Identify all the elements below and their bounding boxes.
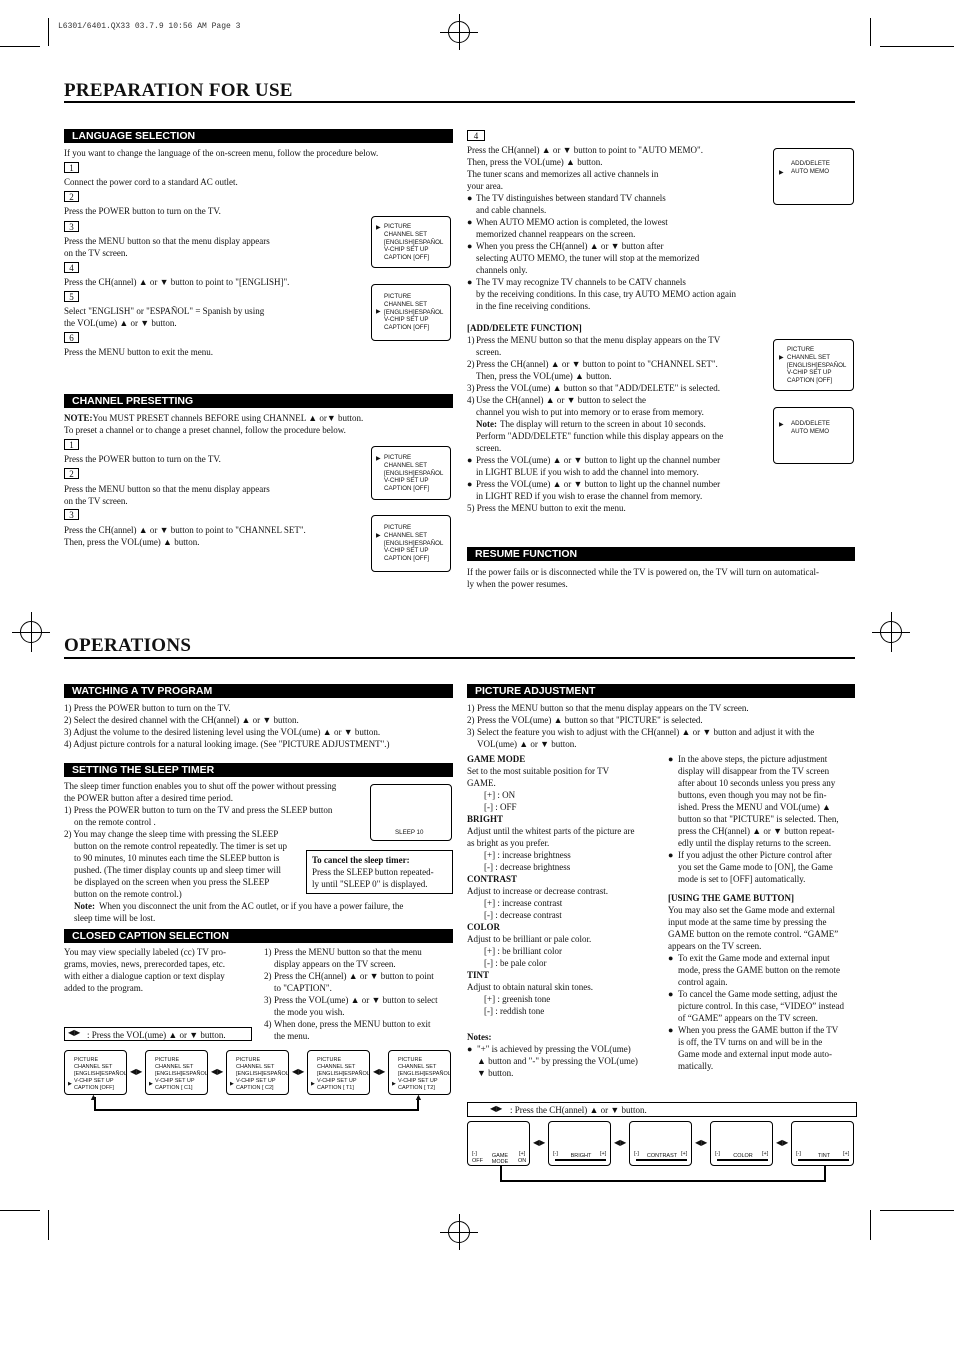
picture-legend-text: : Press the CH(annel) ▲ or ▼ button. — [510, 1105, 647, 1115]
feature-option: [+] : be brilliant color — [484, 946, 563, 956]
item-number: 1) — [264, 947, 272, 957]
step-number: 4 — [467, 130, 485, 141]
bullet-text: The TV may recognize TV channels to be CATV channels — [476, 277, 686, 287]
feature-desc: as bright as you prefer. — [467, 838, 550, 848]
minus-label: [-] — [796, 1151, 801, 1157]
bullet-text: To cancel the Game mode setting, adjust the — [678, 989, 838, 999]
bullet-text: channels only. — [476, 265, 528, 275]
double-arrow-icon: ◀▶ — [490, 1104, 503, 1113]
menu-screen-language-b — [371, 284, 451, 341]
sleep-text: the POWER button after a desired time period. — [64, 793, 233, 803]
menu-screen-add-delete-b — [773, 407, 854, 464]
bullet-icon: ● — [467, 455, 473, 465]
bullet-icon: ● — [668, 953, 674, 963]
on-label: ON — [518, 1158, 527, 1164]
sleep-readout: SLEEP 10 — [395, 829, 424, 836]
section-header-resume: RESUME FUNCTION — [467, 547, 855, 561]
bullet-icon: ● — [668, 754, 674, 764]
sleep-text: on the remote control . — [74, 817, 156, 827]
double-arrow-icon: ◀▶ — [130, 1067, 143, 1076]
note-label: Note: — [476, 419, 497, 429]
bullet-text: ished. Press the MENU and VOL(ume) ▲ — [678, 802, 831, 812]
game-heading: [USING THE GAME BUTTON] — [668, 893, 794, 903]
bullet-text: To exit the Game mode and external input — [678, 953, 830, 963]
pointer-icon: ▶ — [376, 456, 381, 462]
section-header-language: LANGUAGE SELECTION — [64, 129, 453, 143]
item-number: 4) — [264, 1019, 272, 1029]
game-text: appears on the TV screen. — [668, 941, 762, 951]
game-text: You may also set the Game mode and external — [668, 905, 836, 915]
adjustment-label: GAME MODE — [491, 1153, 509, 1165]
cancel-sleep-box — [306, 850, 453, 894]
cycle-arrow — [500, 1166, 826, 1182]
feature-name: TINT — [467, 970, 490, 980]
feature-name: CONTRAST — [467, 874, 518, 884]
level-bar — [636, 1159, 687, 1161]
bullet-text: Press the VOL(ume) ▲ or ▼ button to light up the channel number — [476, 479, 721, 489]
watching-steps: 1) Press the POWER button to turn on the TV. 2) Select the desired channel with the CH(annel) ▲ or ▼ button. 3) Adjust the volume to the desired listening level using the VOL(ume) ▲ or ▼ button. 4) Adjust picture controls for a natural looking image. (See "PICTURE ADJUSTMENT".) — [64, 703, 390, 749]
screen-menu-list: PICTURE CHANNEL SET [ENGLISH]ESPAÑOL V-CHIP SET UP CAPTION [OFF] — [74, 1057, 127, 1091]
item-text: Press the CH(annel) ▲ or ▼ button to point — [274, 971, 434, 981]
menu-screen-channel-b — [371, 515, 451, 572]
channel-intro: To preset a channel or to change a preset channel, follow the procedure below. — [64, 425, 346, 435]
double-arrow-icon: ◀▶ — [211, 1067, 224, 1076]
plus-label: [+] — [519, 1151, 526, 1157]
feature-option: [+] : increase contrast — [484, 898, 563, 908]
bullet-text: Game mode and external input mode auto- — [678, 1049, 832, 1059]
print-slug: L6301/6401.QX33 03.7.9 10:56 AM Page 3 — [58, 22, 241, 31]
level-bar — [798, 1159, 849, 1161]
note-text: sleep time will be lost. — [74, 913, 156, 923]
item-text: screen. — [476, 347, 502, 357]
feature-option: [-] : decrease contrast — [484, 910, 562, 920]
sleep-text: pushed. (The timer display counts up and sleep timer will — [74, 865, 281, 875]
item-text: Select the feature you wish to adjust with the CH(annel) ▲ or ▼ button and adjust it with the — [477, 727, 815, 737]
item-text: the mode you wish. — [274, 1007, 345, 1017]
sleep-text: button on the remote control.) — [74, 889, 182, 899]
language-intro: If you want to change the language of the on-screen menu, follow the procedure below. — [64, 148, 379, 158]
step-number: 1 — [64, 439, 79, 450]
item-number: 3) — [467, 727, 475, 737]
adjustment-screen — [710, 1121, 773, 1166]
plus-label: [+] — [762, 1151, 769, 1157]
item-number: 3) — [264, 995, 272, 1005]
item-number: 2) — [467, 715, 475, 725]
minus-label: [-] — [553, 1151, 558, 1157]
title-rule — [64, 657, 855, 659]
sleep-text: The sleep timer function enables you to shut off the power without pressing — [64, 781, 337, 791]
double-arrow-icon: ◀▶ — [68, 1028, 81, 1037]
cycle-arrow — [94, 1097, 419, 1111]
note-label: Note: — [74, 901, 95, 911]
item-text: Press the MENU button so that the menu display appears on the TV — [476, 335, 721, 345]
pointer-icon: ▶ — [779, 422, 784, 428]
notes-text: ▼ button. — [477, 1068, 514, 1078]
bullet-icon: ● — [668, 989, 674, 999]
caption-legend — [64, 1027, 252, 1041]
step-number: 1 — [64, 162, 79, 173]
pointer-icon: ▶ — [392, 1082, 396, 1087]
menu-screen-auto-memo — [773, 148, 854, 205]
item-number: 3) — [467, 383, 475, 393]
feature-option: [+] : increase brightness — [484, 850, 571, 860]
bullet-text: picture control. In this case, “VIDEO” instead — [678, 1001, 844, 1011]
step-text: Press the POWER button to turn on the TV. — [64, 206, 221, 216]
caption-screen — [388, 1050, 451, 1095]
section-header-sleep: SETTING THE SLEEP TIMER — [64, 763, 453, 777]
adjustment-screen — [629, 1121, 692, 1166]
notes-label: Notes: — [467, 1032, 492, 1042]
section-header-channel: CHANNEL PRESETTING — [64, 394, 453, 408]
bullet-text: in LIGHT BLUE if you wish to add the channel into memory. — [476, 467, 699, 477]
plus-label: [+] — [600, 1151, 607, 1157]
feature-desc: GAME. — [467, 778, 496, 788]
sleep-screen — [370, 784, 452, 841]
picture-legend — [467, 1102, 857, 1117]
bullet-text: When AUTO MEMO action is completed, the lowest — [476, 217, 668, 227]
item-text: Press the VOL(ume) ▲ button so that "PICTURE" is selected. — [477, 715, 703, 725]
bullet-text: matically. — [678, 1061, 714, 1071]
screen-menu-list: PICTURE CHANNEL SET [ENGLISH]ESPAÑOL V-CHIP SET UP CAPTION [ T2] — [398, 1057, 451, 1091]
bullet-icon: ● — [467, 193, 473, 203]
item-number: 2) — [467, 359, 475, 369]
double-arrow-icon: ◀▶ — [373, 1067, 386, 1076]
game-text: GAME button on the remote control. “GAME” — [668, 929, 839, 939]
step-text: Select "ENGLISH" or "ESPAÑOL" = Spanish by using — [64, 306, 265, 316]
item-number: 2) — [264, 971, 272, 981]
feature-option: [-] : decrease brightness — [484, 862, 571, 872]
item-text: 5) Press the MENU button to exit the menu. — [467, 503, 626, 513]
item-text: Press the MENU button so that the menu display appears on the TV screen. — [477, 703, 749, 713]
feature-desc: Adjust until the whitest parts of the picture are — [467, 826, 635, 836]
note-text: When you disconnect the unit from the AC outlet, or if you have a power failure, the — [99, 901, 404, 911]
bullet-text: memorized channel reappears on the screen. — [476, 229, 636, 239]
pointer-icon: ▶ — [68, 1082, 72, 1087]
note-text: The display will return to the screen in about 10 seconds. — [500, 419, 706, 429]
bullet-icon: ● — [467, 1044, 473, 1054]
step-text: Press the MENU button so that the menu display appears — [64, 236, 270, 246]
minus-label: [-] — [634, 1151, 639, 1157]
pointer-icon: ▶ — [376, 533, 381, 539]
step-text: on the TV screen. — [64, 248, 128, 258]
bullet-text: Press the VOL(ume) ▲ or ▼ button to light up the channel number — [476, 455, 721, 465]
bullet-icon: ● — [467, 277, 473, 287]
item-text: the menu. — [274, 1031, 310, 1041]
step-number: 3 — [64, 509, 79, 520]
notes-text: ▲ button and "-" by pressing the VOL(ume) — [477, 1056, 638, 1066]
level-bar — [555, 1159, 606, 1161]
step-text: Then, press the VOL(ume) ▲ button. — [64, 537, 200, 547]
page-title-preparation: PREPARATION FOR USE — [64, 80, 293, 101]
note-text: Perform "ADD/DELETE" function while this display appears on the — [476, 431, 724, 441]
item-text: VOL(ume) ▲ or ▼ button. — [477, 739, 577, 749]
double-arrow-icon: ◀▶ — [776, 1138, 789, 1147]
item-text: channel you wish to put into memory or to erase from memory. — [476, 407, 704, 417]
item-text: display appears on the TV screen. — [274, 959, 396, 969]
pointer-icon: ▶ — [149, 1082, 153, 1087]
item-text: When done, press the MENU button to exit — [274, 1019, 431, 1029]
bullet-text: is off, the TV turns on and will be in the — [678, 1037, 823, 1047]
bullet-text: If you adjust the other Picture control after — [678, 850, 832, 860]
cancel-sleep-text: Press the SLEEP button repeated- ly until "SLEEP 0" is displayed. — [312, 867, 434, 889]
sleep-text: 2) You may change the sleep time with pressing the SLEEP — [64, 829, 279, 839]
step-number: 5 — [64, 291, 79, 302]
bullet-text: press the CH(annel) ▲ or ▼ button repeat- — [678, 826, 835, 836]
item-text: to "CAPTION". — [274, 983, 332, 993]
pointer-icon: ▶ — [779, 170, 784, 176]
step-text: Press the CH(annel) ▲ or ▼ button to point to "AUTO MEMO". — [467, 145, 703, 155]
section-header-caption: CLOSED CAPTION SELECTION — [64, 929, 453, 943]
item-text: Press the VOL(ume) ▲ or ▼ button to select — [274, 995, 438, 1005]
feature-desc: Adjust to be brilliant or pale color. — [467, 934, 592, 944]
note-text: screen. — [476, 443, 502, 453]
screen-menu-list: PICTURE CHANNEL SET [ENGLISH]ESPAÑOL V-CHIP SET UP CAPTION [ C2] — [236, 1057, 289, 1091]
adjustment-label: BRIGHT — [570, 1153, 592, 1159]
pointer-icon: ▶ — [779, 355, 784, 361]
item-text: Use the CH(annel) ▲ or ▼ button to select the — [476, 395, 647, 405]
feature-name: GAME MODE — [467, 754, 526, 764]
section-header-watching: WATCHING A TV PROGRAM — [64, 684, 453, 698]
step-text: on the TV screen. — [64, 496, 128, 506]
caption-screen — [145, 1050, 208, 1095]
feature-option: [-] : reddish tone — [484, 1006, 545, 1016]
screen-menu-list: PICTURE CHANNEL SET [ENGLISH]ESPAÑOL V-CHIP SET UP CAPTION [OFF] — [384, 223, 444, 262]
screen-menu-list: PICTURE CHANNEL SET [ENGLISH]ESPAÑOL V-CHIP SET UP CAPTION [OFF] — [384, 454, 444, 493]
caption-legend-text: : Press the VOL(ume) ▲ or ▼ button. — [87, 1030, 226, 1040]
screen-menu-list: PICTURE CHANNEL SET [ENGLISH]ESPAÑOL V-CHIP SET UP CAPTION [ C1] — [155, 1057, 208, 1091]
bullet-text: selecting AUTO MEMO, the tuner will stop at the memorized — [476, 253, 700, 263]
step-text: Press the POWER button to turn on the TV. — [64, 454, 221, 464]
minus-label: [-] — [715, 1151, 720, 1157]
bullet-text: In the above steps, the picture adjustment — [678, 754, 828, 764]
up-arrow-icon: ▲ — [414, 1092, 423, 1102]
item-number: 1) — [467, 703, 475, 713]
bullet-icon: ● — [467, 479, 473, 489]
step-text: Press the MENU button to exit the menu. — [64, 347, 213, 357]
plus-label: [+] — [681, 1151, 688, 1157]
feature-desc: Adjust to obtain natural skin tones. — [467, 982, 593, 992]
adjustment-screen — [548, 1121, 611, 1166]
step-text: The tuner scans and memorizes all active channels in — [467, 169, 659, 179]
screen-menu-list: PICTURE CHANNEL SET [ENGLISH]ESPAÑOL V-CHIP SET UP CAPTION [OFF] — [384, 524, 444, 563]
step-number: 3 — [64, 221, 79, 232]
bullet-text: When you press the GAME button if the TV — [678, 1025, 839, 1035]
adjustment-screen — [467, 1121, 530, 1166]
bullet-icon: ● — [668, 1025, 674, 1035]
menu-screen-channel-a — [371, 446, 451, 500]
screen-menu-list: PICTURE CHANNEL SET [ENGLISH]ESPAÑOL V-CHIP SET UP CAPTION [OFF] — [384, 293, 444, 332]
bullet-text: of “GAME” appears on the TV screen. — [678, 1013, 818, 1023]
adjustment-label: COLOR — [733, 1153, 753, 1159]
item-text: Press the CH(annel) ▲ or ▼ button to point to "CHANNEL SET". — [476, 359, 718, 369]
pointer-icon: ▶ — [376, 225, 381, 231]
bullet-text: after about 10 seconds unless you press any — [678, 778, 836, 788]
up-arrow-icon: ▲ — [89, 1092, 98, 1102]
adjustment-screen — [791, 1121, 854, 1166]
feature-desc: Adjust to increase or decrease contrast. — [467, 886, 608, 896]
item-text: Then, press the VOL(ume) ▲ button. — [476, 371, 612, 381]
bullet-text: buttons, even though you may not be fin- — [678, 790, 827, 800]
caption-screen — [226, 1050, 289, 1095]
step-number: 2 — [64, 468, 79, 479]
menu-screen-add-delete-a — [773, 339, 854, 391]
step-text: Press the MENU button so that the menu display appears — [64, 484, 270, 494]
screen-menu-list: PICTURE CHANNEL SET [ENGLISH]ESPAÑOL V-CHIP SET UP CAPTION [ T1] — [317, 1057, 370, 1091]
sleep-text: 1) Press the POWER button to turn on the TV and press the SLEEP button — [64, 805, 333, 815]
item-text: Press the MENU button so that the menu — [274, 947, 422, 957]
caption-screen — [307, 1050, 370, 1095]
page-title-operations: OPERATIONS — [64, 635, 192, 656]
bullet-text: you set the Game mode to [ON], the Game — [678, 862, 833, 872]
feature-name: BRIGHT — [467, 814, 504, 824]
sleep-text: button on the remote control repeatedly. The timer is set up — [74, 841, 287, 851]
caption-intro: You may view specially labeled (cc) TV pro- grams, movies, news, prerecorded tapes, etc. with either a dialogue caption or text display added to the program. — [64, 947, 226, 993]
step-text: your area. — [467, 181, 503, 191]
step-number: 2 — [64, 191, 79, 202]
pointer-icon: ▶ — [311, 1082, 315, 1087]
bullet-text: mode, press the GAME button on the remote — [678, 965, 840, 975]
channel-note: NOTE:You MUST PRESET channels BEFORE using CHANNEL ▲ or▼ button. — [64, 413, 364, 423]
bullet-text: button so that "PICTURE" is selected. Then, — [678, 814, 839, 824]
item-number: 4) — [467, 395, 475, 405]
title-rule — [64, 101, 855, 103]
step-text: the VOL(ume) ▲ or ▼ button. — [64, 318, 177, 328]
section-header-picture: PICTURE ADJUSTMENT — [467, 684, 855, 698]
bullet-text: and cable channels. — [476, 205, 547, 215]
notes-text: "+" is achieved by pressing the VOL(ume) — [477, 1044, 631, 1054]
item-number: 1) — [467, 335, 475, 345]
menu-screen-language-a — [371, 216, 451, 268]
adjustment-label: TINT — [817, 1153, 831, 1159]
bullet-text: in LIGHT RED if you wish to erase the channel from memory. — [476, 491, 703, 501]
bullet-text: The TV distinguishes between standard TV channels — [476, 193, 666, 203]
step-text: Press the CH(annel) ▲ or ▼ button to point to "CHANNEL SET". — [64, 525, 306, 535]
bullet-text: control again. — [678, 977, 728, 987]
screen-menu-list: PICTURE CHANNEL SET [ENGLISH]ESPAÑOL V-CHIP SET UP CAPTION [OFF] — [787, 346, 847, 385]
pointer-icon: ▶ — [376, 309, 381, 315]
bullet-text: display will disappear from the TV screen — [678, 766, 830, 776]
level-bar — [717, 1159, 768, 1161]
bullet-text: mode is set to [OFF] automatically. — [678, 874, 806, 884]
feature-option: [+] : greenish tone — [484, 994, 551, 1004]
feature-option: [+] : ON — [484, 790, 516, 800]
item-text: Press the VOL(ume) ▲ button so that "ADD/DELETE" is selected. — [476, 383, 721, 393]
step-text: Press the CH(annel) ▲ or ▼ button to point to "[ENGLISH]". — [64, 277, 290, 287]
plus-label: [+] — [843, 1151, 850, 1157]
sleep-text: be displayed on the screen when you press the SLEEP — [74, 877, 270, 887]
feature-name: COLOR — [467, 922, 501, 932]
step-text: Then, press the VOL(ume) ▲ button. — [467, 157, 603, 167]
screen-menu-list: ADD/DELETE AUTO MEMO — [791, 160, 830, 175]
game-text: input mode at the same time by pressing the — [668, 917, 827, 927]
bullet-icon: ● — [467, 217, 473, 227]
feature-desc: Set to the most suitable position for TV — [467, 766, 610, 776]
screen-menu-list: ADD/DELETE AUTO MEMO — [791, 420, 830, 435]
resume-text: If the power fails or is disconnected while the TV is powered on, the TV will turn on automatical- ly when the power resumes. — [467, 567, 820, 589]
double-arrow-icon: ◀▶ — [614, 1138, 627, 1147]
double-arrow-icon: ◀▶ — [533, 1138, 546, 1147]
minus-label: [-] — [472, 1151, 477, 1157]
adjustment-label: CONTRAST — [646, 1153, 678, 1159]
bullet-text: When you press the CH(annel) ▲ or ▼ button after — [476, 241, 664, 251]
step-number: 6 — [64, 332, 79, 343]
caption-screen — [64, 1050, 127, 1095]
bullet-icon: ● — [467, 241, 473, 251]
step-number: 4 — [64, 262, 79, 273]
bullet-text: by the receiving conditions. In this case, try AUTO MEMO action again — [476, 289, 737, 299]
bullet-icon: ● — [668, 850, 674, 860]
double-arrow-icon: ◀▶ — [292, 1067, 305, 1076]
bullet-text: in the fine receiving conditions. — [476, 301, 591, 311]
double-arrow-icon: ◀▶ — [695, 1138, 708, 1147]
feature-option: [-] : be pale color — [484, 958, 547, 968]
feature-option: [-] : OFF — [484, 802, 517, 812]
off-label: OFF — [472, 1158, 483, 1164]
pointer-icon: ▶ — [230, 1082, 234, 1087]
add-delete-heading: [ADD/DELETE FUNCTION] — [467, 323, 582, 333]
bullet-text: edly until the display returns to the screen. — [678, 838, 831, 848]
step-text: Connect the power cord to a standard AC outlet. — [64, 177, 238, 187]
cancel-sleep-title: To cancel the sleep timer: — [312, 855, 410, 865]
sleep-text: to 90 minutes, 10 minutes each time the SLEEP button is — [74, 853, 280, 863]
